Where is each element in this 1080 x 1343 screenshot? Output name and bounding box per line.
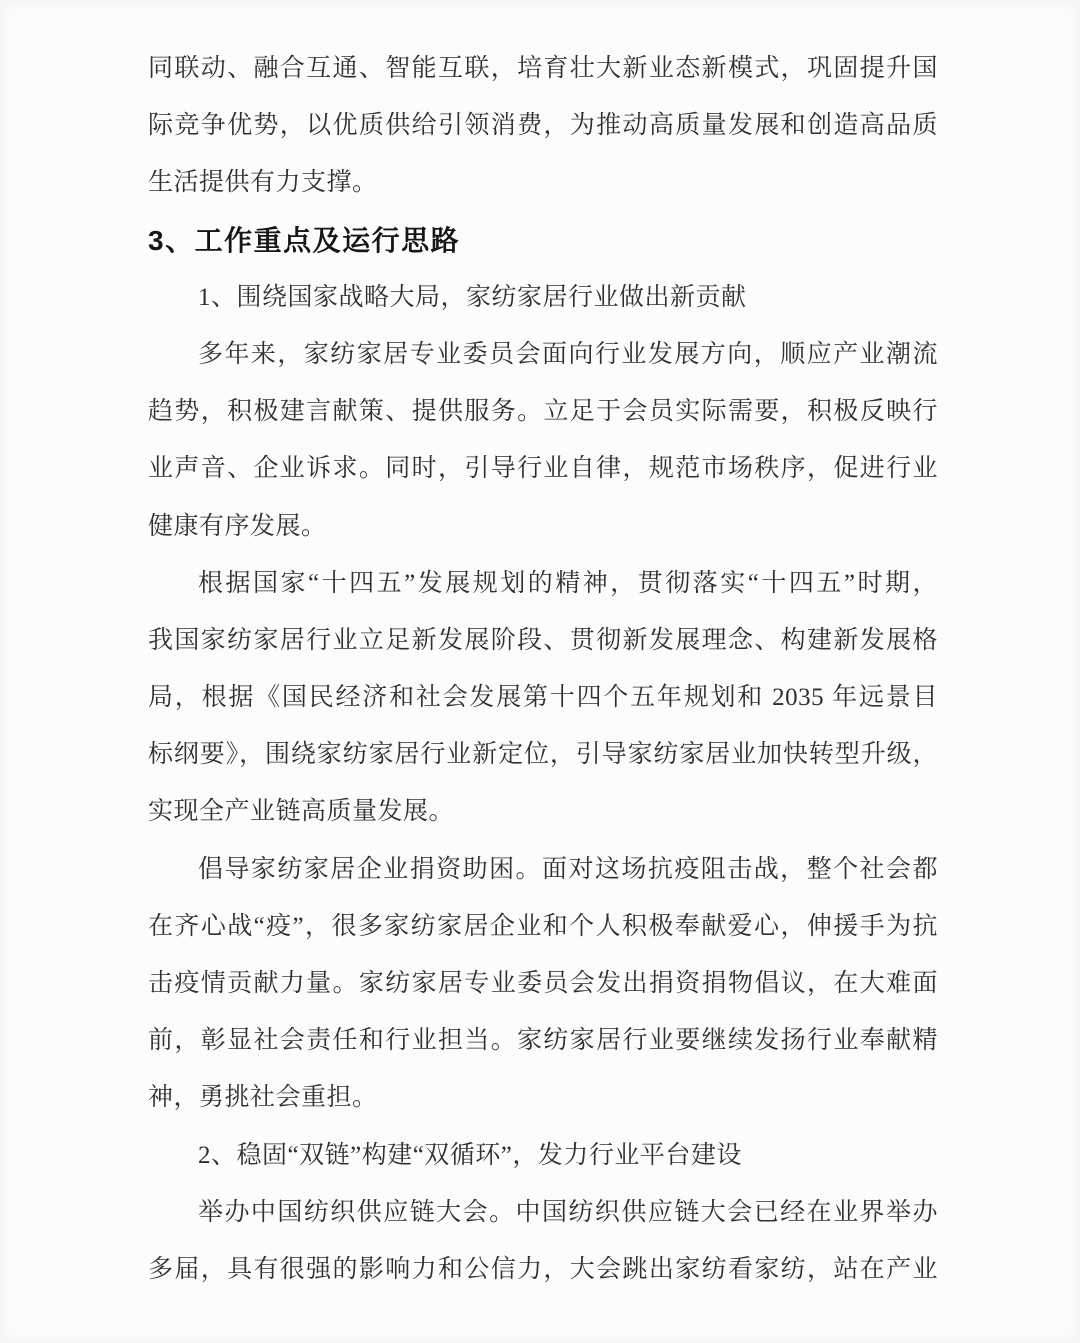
section-heading: 3、工作重点及运行思路 bbox=[148, 224, 461, 256]
text-line: 击疫情贡献力量。家纺家居专业委员会发出捐资捐物倡议，在大难面 bbox=[148, 970, 938, 997]
subsection-heading-2: 2、稳固“双链”构建“双循环”，发力行业平台建设 bbox=[198, 1141, 742, 1169]
text-line: 根据国家“十四五”发展规划的精神，贯彻落实“十四五”时期， bbox=[198, 569, 938, 597]
text-line: 多年来，家纺家居专业委员会面向行业发展方向，顺应产业潮流 bbox=[198, 340, 938, 368]
text-line: 我国家纺家居行业立足新发展阶段、贯彻新发展理念、构建新发展格 bbox=[148, 626, 938, 654]
text-line: 倡导家纺家居企业捐资助困。面对这场抗疫阻击战，整个社会都 bbox=[198, 855, 938, 883]
subsection-heading-1: 1、围绕国家战略大局，家纺家居行业做出新贡献 bbox=[198, 283, 747, 311]
document-text-block bbox=[148, 40, 938, 1298]
text-line: 前，彰显社会责任和行业担当。家纺家居行业要继续发扬行业奉献精 bbox=[148, 1027, 938, 1055]
text-line: 标纲要》，围绕家纺家居行业新定位，引导家纺家居业加快转型升级， bbox=[148, 741, 938, 769]
text-line: 在齐心战“疫”，很多家纺家居企业和个人积极奉献爱心，伸援手为抗 bbox=[148, 912, 938, 940]
text-line: 业声音、企业诉求。同时，引导行业自律，规范市场秩序，促进行业 bbox=[148, 455, 938, 483]
text-line: 举办中国纺织供应链大会。中国纺织供应链大会已经在业界举办 bbox=[198, 1198, 938, 1226]
text-line: 同联动、融合互通、智能互联，培育壮大新业态新模式，巩固提升国 bbox=[148, 55, 938, 82]
text-line: 局，根据《国民经济和社会发展第十四个五年规划和 2035 年远景目 bbox=[148, 684, 938, 712]
text-line: 健康有序发展。 bbox=[148, 512, 327, 540]
text-line: 实现全产业链高质量发展。 bbox=[148, 798, 455, 826]
text-line: 际竞争优势，以优质供给引领消费，为推动高质量发展和创造高品质 bbox=[148, 112, 938, 140]
text-line: 生活提供有力支撑。 bbox=[148, 169, 378, 197]
text-line: 神，勇挑社会重担。 bbox=[148, 1084, 378, 1112]
text-line: 多届，具有很强的影响力和公信力，大会跳出家纺看家纺，站在产业 bbox=[148, 1255, 938, 1283]
text-line: 趋势，积极建言献策、提供服务。立足于会员实际需要，积极反映行 bbox=[148, 398, 938, 426]
